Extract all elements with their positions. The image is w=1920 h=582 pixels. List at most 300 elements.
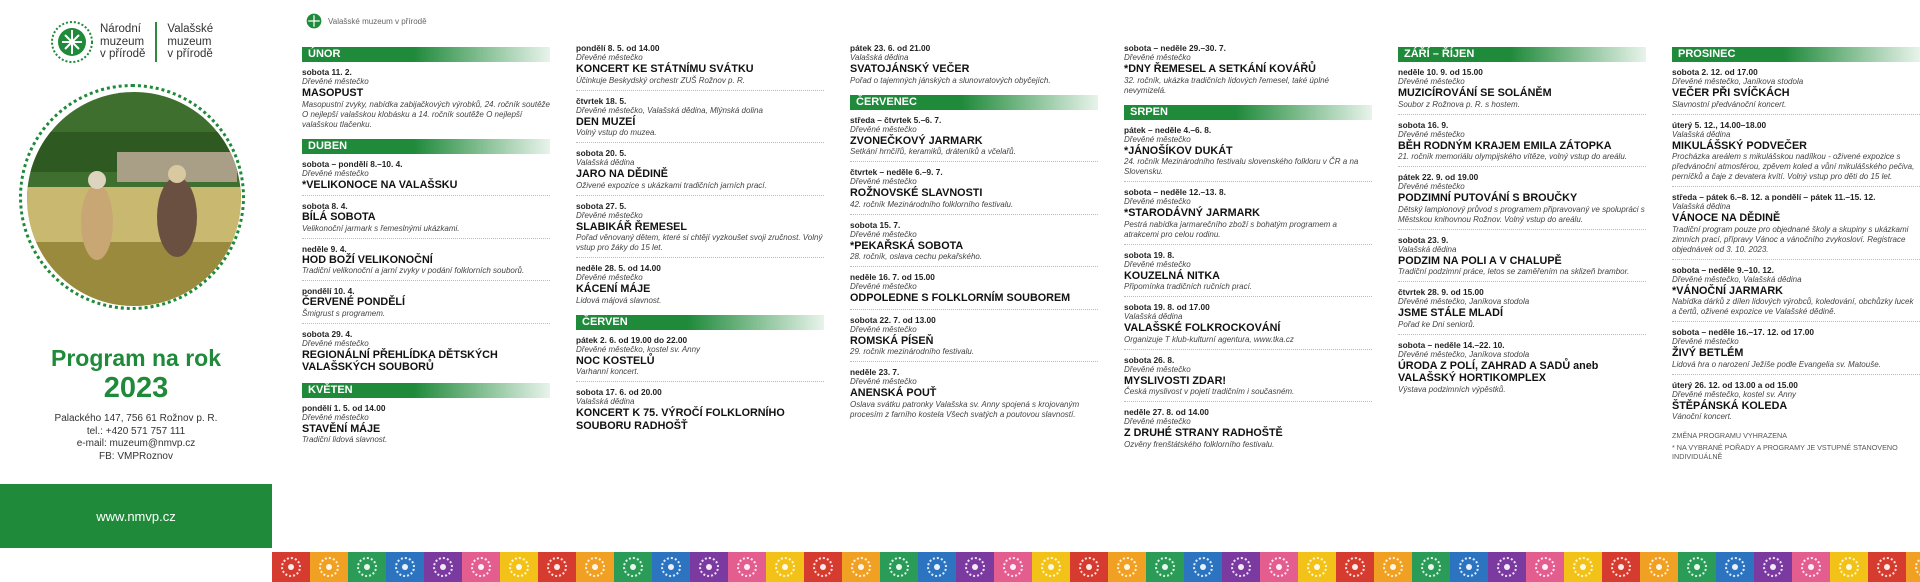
event-date: pátek 2. 6. od 19.00 do 22.00	[576, 334, 688, 345]
event-description: Volný vstup do muzea.	[576, 128, 657, 137]
event-place: Dřevěné městečko, Valašská dědina	[1672, 274, 1802, 284]
event-description: 28. ročník, oslava cechu pekařského.	[850, 252, 983, 261]
event-place: Valašská dědina	[1398, 244, 1457, 254]
event-item	[576, 201, 824, 259]
ornament-tile	[1108, 552, 1146, 582]
event-item	[1124, 407, 1372, 454]
ornament-tile	[386, 552, 424, 582]
event-description: Velikonoční jarmark s řemeslnými ukázkami.	[302, 223, 460, 233]
flower-ornament-icon	[1307, 557, 1327, 577]
flower-ornament-icon	[319, 557, 339, 577]
event-date: sobota – neděle 9.–10. 12.	[1672, 264, 1774, 275]
event-description: 21. ročník memoriálu olympijského vítěze, volný vstup do areálu.	[1398, 152, 1627, 161]
event-place: Valašská dědina	[576, 397, 635, 406]
event-title: ANENSKÁ POUŤ	[850, 387, 937, 399]
event-title: *STARODÁVNÝ JARMARK	[1124, 207, 1260, 219]
flower-ornament-icon	[661, 557, 681, 577]
event-place: Dřevěné městečko	[1398, 182, 1465, 191]
event-description: Účinkuje Beskydský orchestr ZUŠ Rožnov p. R.	[576, 75, 745, 85]
event-date: sobota 19. 8. od 17.00	[1124, 302, 1210, 312]
address-line: Palackého 147, 756 61 Rožnov p. R.	[54, 413, 218, 424]
event-title: ROMSKÁ PÍSEŇ	[850, 334, 934, 347]
logo-line: muzeum	[167, 35, 212, 48]
event-place: Dřevěné městečko	[850, 282, 917, 291]
event-item	[850, 115, 1098, 163]
ornament-tile	[1602, 552, 1640, 582]
flower-ornament-icon	[965, 557, 985, 577]
event-date: čtvrtek 28. 9. od 15.00	[1398, 287, 1484, 297]
event-title: *DNY ŘEMESEL A SETKÁNÍ KOVÁŘŮ	[1124, 63, 1316, 75]
ornament-tile	[1754, 552, 1792, 582]
flower-ornament-icon	[433, 557, 453, 577]
logo-line: Valašské	[167, 23, 214, 36]
program-year: 2023	[103, 372, 169, 404]
ornament-tile	[1146, 552, 1184, 582]
event-description: Připomínka tradičních ručních prací.	[1124, 282, 1253, 291]
event-date: sobota – pondělí 8.–10. 4.	[302, 158, 403, 169]
flower-ornament-icon	[547, 557, 567, 577]
event-title: KONCERT K 75. VÝROČÍ FOLKLORNÍHO SOUBORU RADHOŠŤ	[576, 407, 785, 432]
event-place: Dřevěné městečko	[302, 412, 369, 422]
ornament-tile	[1564, 552, 1602, 582]
event-item	[576, 387, 824, 436]
event-title: JSME STÁLE MLADÍ	[1398, 307, 1503, 319]
ornament-tile	[1412, 552, 1450, 582]
ornament-tile	[1868, 552, 1906, 582]
event-item	[576, 96, 824, 144]
flower-ornament-icon	[1079, 557, 1099, 577]
event-description: 24. ročník Mezinárodního festivalu slovenského folkloru v ČR a na Slovensku.	[1124, 157, 1359, 176]
flower-ornament-icon	[281, 557, 301, 577]
event-title: PODZIMNÍ PUTOVÁNÍ S BROUČKY	[1398, 192, 1578, 204]
flower-ornament-icon	[1915, 557, 1920, 577]
flower-ornament-icon	[1535, 557, 1555, 577]
event-place: Valašská dědina	[576, 158, 635, 167]
event-title: SLABIKÁŘ ŘEMESEL	[576, 220, 687, 233]
flower-ornament-icon	[737, 557, 757, 577]
event-item	[576, 43, 824, 91]
event-date: sobota 2. 12. od 17.00	[1672, 67, 1758, 77]
event-description: Lidová hra o narození Ježíše podle Evangelia sv. Matouše.	[1672, 359, 1881, 369]
program-column	[1124, 43, 1372, 459]
ornament-tile	[1792, 552, 1830, 582]
event-description: Oslava svátku patronky Valašska sv. Anny spojená s krojovaným procesím z farního kostela Všech svatých a poutovou slavností.	[850, 399, 1080, 419]
event-title: Z DRUHÉ STRANY RADHOŠTĚ	[1124, 427, 1283, 439]
left-panel	[0, 0, 272, 582]
program-title: Program na rok	[51, 345, 221, 371]
ornament-tile	[1260, 552, 1298, 582]
event-place: Dřevěné městečko	[1124, 53, 1191, 62]
event-date: středa – čtvrtek 5.–6. 7.	[850, 114, 942, 125]
event-date: sobota 23. 9.	[1398, 234, 1449, 245]
phone-line: tel.: +420 571 757 111	[86, 425, 186, 437]
ornament-tile	[272, 552, 310, 582]
flower-ornament-icon	[1573, 557, 1593, 577]
event-place: Dřevěné městečko, kostel sv. Anny	[576, 344, 701, 354]
flower-ornament-icon	[395, 557, 415, 577]
event-title: SVATOJÁNSKÝ VEČER	[850, 63, 970, 75]
event-date: sobota – neděle 12.–13. 8.	[1124, 187, 1226, 197]
event-date: středa – pátek 6.–8. 12. a pondělí – pátek 11.–15. 12.	[1672, 192, 1876, 202]
event-description: Tradiční lidová slavnost.	[302, 435, 388, 444]
event-description: 42. ročník Mezinárodního folklorního festivalu.	[850, 199, 1014, 209]
event-description: Tradiční program pouze pro objednané školy a skupiny s ukázkami zimních prací, přípravy Vánoc a vánočního zvykosloví. Registrace objednávek od 3. 10. 2023.	[1672, 224, 1909, 254]
ornament-tile	[310, 552, 348, 582]
event-title: MUZICÍROVÁNÍ SE SOLÁNĚM	[1398, 87, 1552, 99]
event-title: MIKULÁŠSKÝ PODVEČER	[1672, 139, 1807, 152]
event-description: Masopustní zvyky, nabídka zabijačkových výrobků, 24. ročník soutěže O nejlepší valašskou klobásku a 14. ročník soutěže O nejlepší valašskou tlačenku.	[302, 99, 550, 129]
event-title: VALAŠSKÉ FOLKROCKOVÁNÍ	[1124, 322, 1281, 334]
event-place: Valašská dědina	[1672, 129, 1731, 139]
event-item	[850, 43, 1098, 90]
ornament-tile	[690, 552, 728, 582]
event-date: neděle 28. 5. od 14.00	[576, 263, 661, 273]
event-description: Tradiční podzimní práce, letos se zaměřením na sklizeň brambor.	[1398, 267, 1630, 276]
event-date: sobota – neděle 16.–17. 12. od 17.00	[1672, 327, 1815, 337]
flower-ornament-icon	[1725, 557, 1745, 577]
flower-ornament-icon	[889, 557, 909, 577]
flower-ornament-icon	[1383, 557, 1403, 577]
event-item	[1124, 355, 1372, 403]
ornament-tile	[994, 552, 1032, 582]
event-date: sobota 11. 2.	[302, 67, 352, 77]
small-museum-logo	[305, 12, 427, 30]
flower-ornament-icon	[1269, 557, 1289, 577]
ornament-tile	[1070, 552, 1108, 582]
ornament-tile	[1032, 552, 1070, 582]
website-link[interactable]: www.nmvp.cz	[0, 484, 272, 548]
event-item	[1398, 340, 1646, 399]
folk-ornament-border	[272, 552, 1920, 582]
event-item	[1672, 327, 1920, 375]
event-date: neděle 16. 7. od 15.00	[850, 272, 935, 282]
ornament-tile	[348, 552, 386, 582]
event-item	[302, 286, 550, 324]
event-place: Dřevěné městečko	[302, 168, 369, 178]
ornament-tile	[500, 552, 538, 582]
event-date: neděle 23. 7.	[850, 367, 900, 377]
event-item	[576, 148, 824, 196]
event-place: Dřevěné městečko	[576, 53, 643, 62]
event-item	[1398, 172, 1646, 230]
event-date: sobota 19. 8.	[1124, 249, 1175, 260]
ornament-tile	[1450, 552, 1488, 582]
event-title: MYSLIVOSTI ZDAR!	[1124, 374, 1226, 387]
event-description: Slavnostní předvánoční koncert.	[1672, 99, 1787, 109]
logo-line: v přírodě	[167, 48, 213, 61]
event-place: Dřevěné městečko, Janíkova stodola	[1672, 77, 1804, 86]
event-item	[1398, 235, 1646, 283]
event-description: Pořad ke Dni seniorů.	[1398, 319, 1475, 329]
event-description: Ozvěny frenštátského folklorního festivalu.	[1124, 439, 1275, 449]
event-description: 32. ročník, ukázka tradičních lidových řemesel, také úplné nevymizelá.	[1124, 75, 1329, 95]
event-title: ÚRODA Z POLÍ, ZAHRAD A SADŮ aneb VALAŠSKÝ HORTIKOMPLEX	[1398, 359, 1599, 384]
flower-ornament-icon	[471, 557, 491, 577]
ornament-tile	[1222, 552, 1260, 582]
event-item	[1124, 187, 1372, 245]
event-title: KOUZELNÁ NITKA	[1124, 269, 1220, 282]
logo-line: v přírodě	[100, 48, 146, 61]
event-item	[302, 67, 550, 134]
event-place: Dřevěné městečko	[1124, 134, 1191, 144]
month-header: ZÁŘÍ – ŘÍJEN	[1398, 47, 1646, 62]
event-place: Dřevěné městečko	[1124, 364, 1191, 374]
ornament-tile	[538, 552, 576, 582]
event-item	[302, 403, 550, 450]
ornament-tile	[614, 552, 652, 582]
event-item	[302, 244, 550, 282]
flower-ornament-icon	[851, 557, 871, 577]
event-place: Dřevěné městečko	[1398, 77, 1465, 86]
event-title: *VELIKONOCE NA VALAŠSKU	[302, 178, 458, 191]
event-place: Dřevěné městečko	[576, 273, 643, 282]
event-date: pátek 22. 9. od 19.00	[1398, 172, 1479, 182]
ornament-tile	[918, 552, 956, 582]
event-title: ODPOLEDNE S FOLKLORNÍM SOUBOREM	[850, 292, 1071, 304]
month-header: ÚNOR	[302, 47, 550, 62]
event-date: pondělí 1. 5. od 14.00	[302, 402, 386, 413]
flower-ornament-icon	[1839, 557, 1859, 577]
event-place: Dřevěné městečko	[1398, 129, 1465, 139]
event-place: Dřevěné městečko	[302, 77, 369, 86]
event-item	[576, 263, 824, 310]
event-title: JARO NA DĚDINĚ	[576, 168, 668, 180]
ornament-tile	[462, 552, 500, 582]
ornament-tile	[1716, 552, 1754, 582]
event-title: BĚH RODNÝM KRAJEM EMILA ZÁTOPKA	[1398, 139, 1612, 152]
event-item	[850, 220, 1098, 268]
event-description: Česká myslivost v pojetí tradičním i současném.	[1124, 387, 1295, 396]
month-header: DUBEN	[302, 139, 550, 154]
ornament-tile	[1298, 552, 1336, 582]
event-description: Šmigrust s programem.	[302, 308, 386, 318]
event-place: Dřevěné městečko	[576, 210, 643, 220]
contact-info	[0, 413, 272, 463]
event-title: ČERVENÉ PONDĚLÍ	[302, 296, 405, 308]
event-place: Dřevěné městečko	[850, 124, 917, 134]
event-description: Setkání hrnčířů, keramiků, dráteníků a včelařů.	[850, 147, 1016, 156]
event-title: ŠTĚPÁNSKÁ KOLEDA	[1672, 399, 1788, 412]
event-place: Dřevěné městečko, Janíkova stodola	[1398, 297, 1530, 306]
event-title: KONCERT KE STÁTNÍMU SVÁTKU	[576, 63, 754, 75]
event-date: sobota 8. 4.	[302, 201, 348, 211]
ornament-tile	[1830, 552, 1868, 582]
event-item	[1124, 250, 1372, 298]
event-place: Dřevěné městečko	[1124, 259, 1191, 269]
event-title: VEČER PŘI SVÍČKÁCH	[1672, 87, 1790, 99]
event-place: Dřevěné městečko	[850, 324, 917, 334]
event-title: DEN MUZEÍ	[576, 115, 636, 128]
event-title: *PEKAŘSKÁ SOBOTA	[850, 239, 964, 252]
event-item	[302, 159, 550, 197]
event-description: Pestrá nabídka jarmarečního zboží s bohatým programem a atrakcemi pro celou rodinu.	[1124, 219, 1337, 239]
program-note: ZMĚNA PROGRAMU VYHRAZENA	[1672, 431, 1788, 440]
flower-ornament-icon	[585, 557, 605, 577]
event-title: ROŽNOVSKÉ SLAVNOSTI	[850, 187, 983, 199]
event-description: Procházka areálem s mikulášskou nadílkou - oživené expozice s předvánoční atmosférou, zpěvem koled a vůní mikulášského pečiva, perníčků a čaje z devatera kvítí. Volný vstup pro děti do 15 let.	[1672, 152, 1915, 181]
ornament-tile	[1336, 552, 1374, 582]
program-column	[1398, 43, 1646, 404]
event-date: neděle 27. 8. od 14.00	[1124, 407, 1209, 417]
event-item	[850, 315, 1098, 363]
month-header: PROSINEC	[1672, 47, 1920, 62]
event-date: neděle 10. 9. od 15.00	[1398, 67, 1483, 77]
event-date: sobota 26. 8.	[1124, 354, 1175, 365]
event-description: Oživené expozice s ukázkami tradičních jarních prací.	[576, 180, 767, 190]
program-column	[1672, 43, 1920, 461]
event-place: Dřevěné městečko, Valašská dědina, Mlýnská dolina	[576, 105, 763, 115]
facebook-line: FB: VMPRoznov	[99, 450, 173, 462]
event-item	[1672, 380, 1920, 427]
event-place: Valašská dědina	[850, 53, 909, 62]
event-description: Organizuje T klub-kulturní agentura, www.tka.cz	[1124, 334, 1294, 344]
event-item	[576, 335, 824, 383]
event-date: pondělí 8. 5. od 14.00	[576, 43, 660, 53]
flower-ornament-icon	[1459, 557, 1479, 577]
month-header: SRPEN	[1124, 105, 1372, 120]
event-place: Dřevěné městečko	[850, 229, 917, 239]
event-item	[1124, 125, 1372, 183]
event-date: čtvrtek 18. 5.	[576, 95, 627, 106]
flower-ornament-icon	[1801, 557, 1821, 577]
event-place: Dřevěné městečko	[850, 377, 917, 386]
event-title: NOC KOSTELŮ	[576, 354, 655, 367]
flower-ornament-icon	[1155, 557, 1175, 577]
event-item	[1398, 67, 1646, 115]
event-title: STAVĚNÍ MÁJE	[302, 422, 381, 435]
flower-ornament-icon	[1231, 557, 1251, 577]
event-item	[1672, 67, 1920, 115]
event-title: PODZIM NA POLI A V CHALUPĚ	[1398, 254, 1562, 267]
ornament-tile	[1640, 552, 1678, 582]
event-place: Dřevěné městečko	[1672, 337, 1739, 346]
event-title: BÍLÁ SOBOTA	[302, 211, 376, 223]
event-date: sobota 20. 5.	[576, 148, 627, 158]
flower-ornament-icon	[775, 557, 795, 577]
event-date: neděle 9. 4.	[302, 243, 347, 254]
museum-emblem-icon	[50, 20, 94, 64]
flower-ornament-icon	[1041, 557, 1061, 577]
flower-ornament-icon	[927, 557, 947, 577]
event-date: úterý 5. 12., 14.00–18.00	[1672, 119, 1767, 130]
event-item	[1124, 43, 1372, 100]
flower-ornament-icon	[1003, 557, 1023, 577]
flower-ornament-icon	[1345, 557, 1365, 577]
small-logo-text: Valašské muzeum v přírodě	[328, 16, 427, 26]
flower-ornament-icon	[1611, 557, 1631, 577]
month-header: ČERVENEC	[850, 95, 1098, 110]
ornament-tile	[1526, 552, 1564, 582]
event-date: sobota – neděle 29.–30. 7.	[1124, 43, 1226, 53]
event-date: sobota 22. 7. od 13.00	[850, 314, 936, 325]
flower-ornament-icon	[1117, 557, 1137, 577]
logo-divider	[155, 22, 157, 62]
ornament-tile	[576, 552, 614, 582]
program-column	[576, 43, 824, 441]
event-place: Dřevěné městečko, kostel sv. Anny	[1672, 389, 1797, 399]
event-date: sobota 27. 5.	[576, 200, 627, 211]
flower-ornament-icon	[1497, 557, 1517, 577]
event-date: sobota 16. 9.	[1398, 119, 1449, 130]
flower-ornament-icon	[1877, 557, 1897, 577]
month-header: KVĚTEN	[302, 383, 550, 398]
flower-ornament-icon	[509, 557, 529, 577]
event-title: *JÁNOŠÍKOV DUKÁT	[1124, 144, 1233, 157]
event-description: Vánoční koncert.	[1672, 412, 1733, 421]
event-title: ŽIVÝ BETLÉM	[1672, 347, 1744, 359]
event-place: Dřevěné městečko	[1124, 197, 1191, 206]
event-description: 29. ročník mezinárodního festivalu.	[850, 347, 975, 356]
event-description: Dětský lampionový průvod s programem připravovaný ve spolupráci s Městskou knihovnou Rožnov. Volný vstup do areálu.	[1398, 204, 1645, 224]
event-place: Dřevěné městečko	[850, 177, 917, 186]
event-description: Pořad věnovaný dětem, které si chtějí vyzkoušet svoji zručnost. Volný vstup pro žáky do 15 let.	[576, 233, 823, 252]
ornament-tile	[956, 552, 994, 582]
event-description: Varhanní koncert.	[576, 367, 639, 376]
event-item	[1124, 302, 1372, 350]
event-item	[1398, 120, 1646, 168]
event-description: Soubor z Rožnova p. R. s hostem.	[1398, 99, 1520, 109]
logo-line: muzeum	[100, 35, 145, 48]
ornament-tile	[766, 552, 804, 582]
event-place: Valašská dědina	[1672, 202, 1731, 211]
event-title: KÁCENÍ MÁJE	[576, 283, 651, 295]
ornament-tile	[1374, 552, 1412, 582]
folklore-photo	[27, 92, 241, 306]
ornament-tile	[804, 552, 842, 582]
flower-ornament-icon	[1421, 557, 1441, 577]
event-item	[1672, 265, 1920, 323]
event-item	[850, 367, 1098, 424]
event-date: čtvrtek – neděle 6.–9. 7.	[850, 167, 943, 177]
event-item	[1398, 287, 1646, 335]
logo-line: Národní	[100, 23, 141, 36]
ornament-tile	[424, 552, 462, 582]
event-item	[1672, 192, 1920, 260]
event-item	[850, 272, 1098, 310]
program-note: * NA VYBRANÉ POŘADY A PROGRAMY JE VSTUPNÉ STANOVENO INDIVIDUÁLNĚ	[1672, 443, 1898, 461]
event-description: Lidová májová slavnost.	[576, 295, 662, 305]
event-date: pondělí 10. 4.	[302, 286, 355, 296]
flower-ornament-icon	[813, 557, 833, 577]
ornament-tile	[842, 552, 880, 582]
event-description: Pořad o tajemných jánských a slunovratových obyčejích.	[850, 75, 1051, 85]
event-date: sobota 17. 6. od 20.00	[576, 387, 662, 397]
flower-ornament-icon	[357, 557, 377, 577]
ornament-tile	[880, 552, 918, 582]
event-description: Tradiční velikonoční a jarní zvyky v podání folklorních souborů.	[302, 266, 525, 275]
event-description: Nabídka dárků z dílen lidových výrobců, koledování, obchůzky lucek a čertů, oživené expozice ve Valašské dědině.	[1672, 297, 1914, 316]
event-title: REGIONÁLNÍ PŘEHLÍDKA DĚTSKÝCH VALAŠSKÝCH SOUBORŮ	[302, 348, 498, 373]
ornament-tile	[728, 552, 766, 582]
event-date: sobota – neděle 14.–22. 10.	[1398, 339, 1505, 350]
event-title: HOD BOŽÍ VELIKONOČNÍ	[302, 253, 433, 266]
flower-ornament-icon	[1193, 557, 1213, 577]
event-place: Dřevěné městečko	[1124, 417, 1191, 426]
event-date: pátek – neděle 4.–6. 8.	[1124, 124, 1212, 135]
event-date: úterý 26. 12. od 13.00 a od 15.00	[1672, 379, 1798, 390]
month-header: ČERVEN	[576, 315, 824, 330]
flower-ornament-icon	[1649, 557, 1669, 577]
ornament-tile	[652, 552, 690, 582]
program-column	[850, 43, 1098, 429]
flower-ornament-icon	[699, 557, 719, 577]
event-date: sobota 29. 4.	[302, 328, 353, 339]
ornament-tile	[1906, 552, 1920, 582]
museum-logo	[50, 20, 213, 64]
event-item	[302, 201, 550, 239]
ornament-tile	[1184, 552, 1222, 582]
event-title: *VÁNOČNÍ JARMARK	[1672, 284, 1783, 297]
